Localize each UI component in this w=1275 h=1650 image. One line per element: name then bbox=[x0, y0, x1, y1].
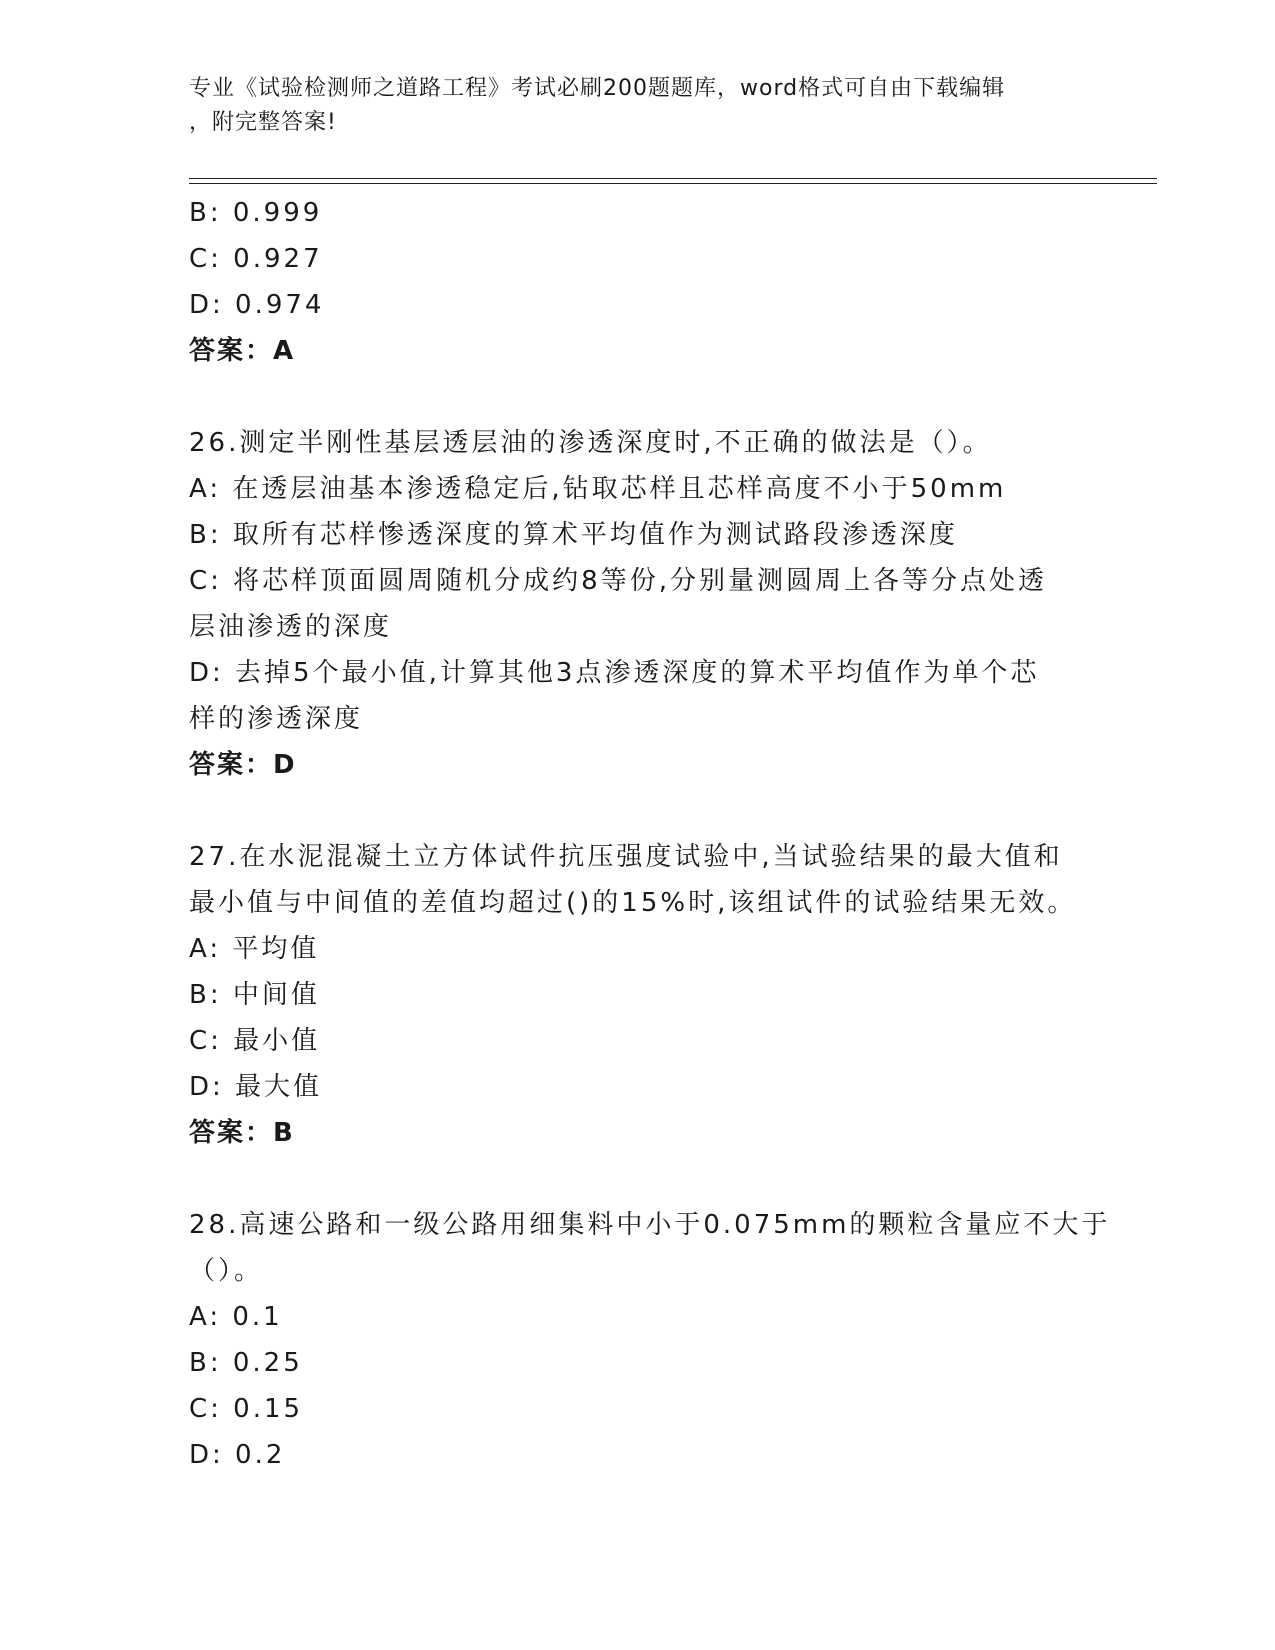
option-c: C: 最小值 bbox=[189, 1026, 321, 1056]
option-d: D: 0.2 bbox=[189, 1440, 286, 1470]
question-text-continued: （）。 bbox=[189, 1256, 264, 1286]
option-d-continued: 样的渗透深度 bbox=[189, 704, 364, 734]
question-text: 28.高速公路和一级公路用细集料中小于0.075mm的颗粒含量应不大于 bbox=[189, 1210, 1111, 1240]
spacer bbox=[189, 374, 1089, 420]
question-27 bbox=[189, 834, 1089, 1156]
answer-label: 答案：A bbox=[189, 336, 296, 366]
question-text: 27.在水泥混凝土立方体试件抗压强度试验中,当试验结果的最大值和 bbox=[189, 842, 1063, 872]
option-b: B: 取所有芯样惨透深度的算术平均值作为测试路段渗透深度 bbox=[189, 520, 958, 550]
option-c-continued: 层油渗透的深度 bbox=[189, 612, 393, 642]
option-c: C: 0.15 bbox=[189, 1394, 304, 1424]
option-b: B: 0.999 bbox=[189, 198, 323, 228]
option-b: B: 中间值 bbox=[189, 980, 320, 1010]
option-c: C: 0.927 bbox=[189, 244, 323, 274]
header-rule-bottom bbox=[189, 183, 1157, 184]
header-rule-top bbox=[189, 178, 1157, 179]
question-text: 26.测定半刚性基层透层油的渗透深度时,不正确的做法是（）。 bbox=[189, 428, 992, 458]
spacer bbox=[189, 788, 1089, 834]
option-a: A: 0.1 bbox=[189, 1302, 283, 1332]
option-a: A: 平均值 bbox=[189, 934, 320, 964]
option-a: A: 在透层油基本渗透稳定后,钻取芯样且芯样高度不小于50mm bbox=[189, 474, 1007, 504]
header-title-line-2: ，附完整答案! bbox=[189, 110, 337, 135]
option-b: B: 0.25 bbox=[189, 1348, 303, 1378]
question-text-continued: 最小值与中间值的差值均超过()的15%时,该组试件的试验结果无效。 bbox=[189, 888, 1077, 918]
question-26 bbox=[189, 420, 1089, 788]
question-25-tail bbox=[189, 190, 1089, 374]
answer-label: 答案：D bbox=[189, 750, 297, 780]
option-d: D: 去掉5个最小值,计算其他3点渗透深度的算术平均值作为单个芯 bbox=[189, 658, 1040, 688]
question-list bbox=[189, 190, 1111, 1478]
option-c: C: 将芯样顶面圆周随机分成约8等份,分别量测圆周上各等分点处透 bbox=[189, 566, 1047, 596]
option-d: D: 最大值 bbox=[189, 1072, 323, 1102]
answer-label: 答案：B bbox=[189, 1118, 295, 1148]
question-28 bbox=[189, 1202, 1111, 1478]
header-title-line-1: 专业《试验检测师之道路工程》考试必刷200题题库，word格式可自由下载编辑 bbox=[189, 76, 1006, 101]
option-d: D: 0.974 bbox=[189, 290, 325, 320]
document-header bbox=[189, 72, 1069, 140]
spacer bbox=[189, 1156, 1089, 1202]
